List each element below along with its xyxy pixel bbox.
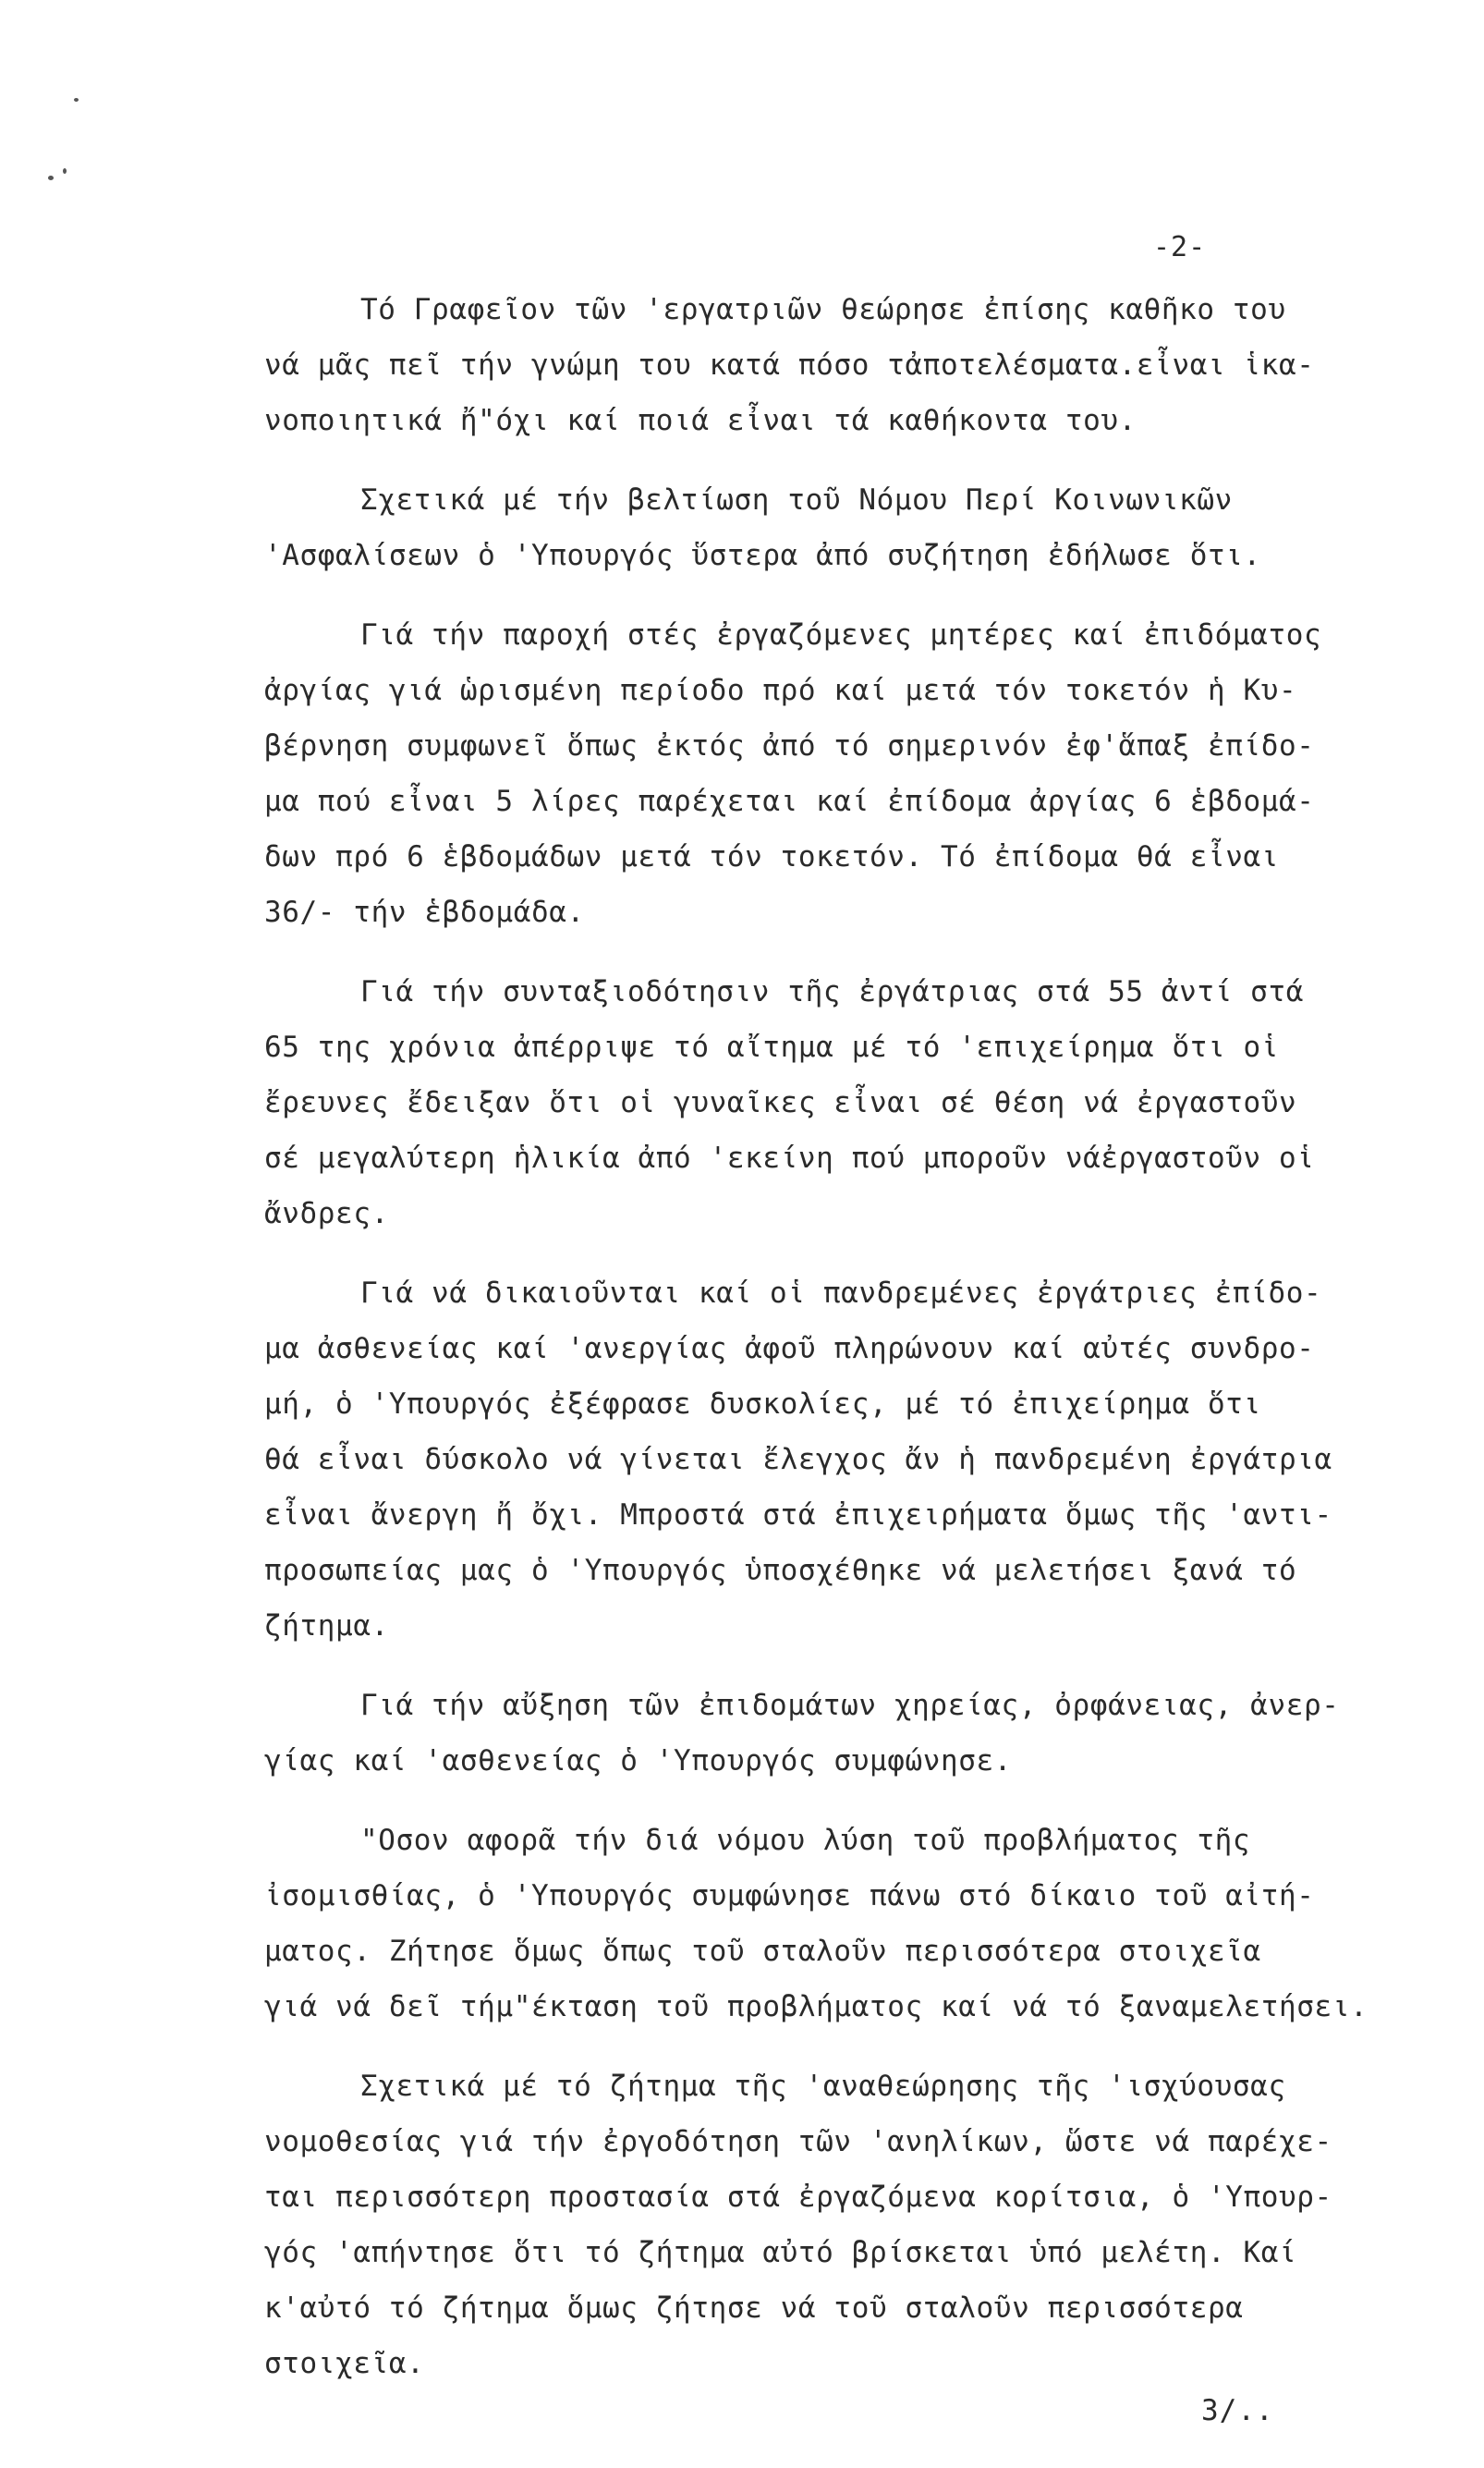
paragraph	[264, 282, 1429, 448]
text-line: 'Ασφαλίσεων ὁ 'Υπουργός ὕστερα ἀπό συζήτηση ἐδήλωσε ὅτι.	[264, 539, 1261, 572]
paragraph	[264, 472, 1429, 583]
text-line: Γιά τήν αὔξηση τῶν ἐπιδομάτων χηρείας, ὀρφάνειας, ἀνερ-	[360, 1689, 1340, 1722]
text-line: Τό Γραφεῖον τῶν 'εργατριῶν θεώρησε ἐπίσης καθῆκο του	[360, 293, 1286, 326]
text-line: μή, ὁ 'Υπουργός ἐξέφρασε δυσκολίες, μέ τό ἐπιχείρημα ὅτι	[264, 1387, 1261, 1421]
document-body	[264, 282, 1429, 2415]
text-line: ἔρευνες ἔδειξαν ὅτι οἱ γυναῖκες εἶναι σέ θέση νά ἐργαστοῦν	[264, 1086, 1297, 1119]
text-line: "Οσον αφορᾶ τήν διά νόμου λύση τοῦ προβλήματος τῆς	[360, 1824, 1251, 1857]
text-line: σέ μεγαλύτερη ἡλικία ἀπό 'εκείνη πού μποροῦν νάἐργαστοῦν οἱ	[264, 1142, 1315, 1175]
text-line: κ'αὐτό τό ζήτημα ὅμως ζήτησε νά τοῦ σταλοῦν περισσότερα	[264, 2291, 1244, 2325]
text-line: ματος. Ζήτησε ὅμως ὅπως τοῦ σταλοῦν περισσότερα στοιχεῖα	[264, 1935, 1261, 1968]
text-line: νά μᾶς πεῖ τήν γνώμη του κατά πόσο τἀποτελέσματα.εἶναι ἱκα-	[264, 348, 1315, 382]
text-line: θά εἶναι δύσκολο νά γίνεται ἔλεγχος ἄν ἡ πανδρεμένη ἐργάτρια	[264, 1443, 1332, 1476]
page-number: -2-	[1153, 231, 1207, 263]
scan-speck	[48, 176, 54, 180]
text-line: προσωπείας μας ὁ 'Υπουργός ὑποσχέθηκε νά μελετήσει ξανά τό	[264, 1554, 1297, 1587]
text-line: νομοθεσίας γιά τήν ἐργοδότηση τῶν 'ανηλίκων, ὥστε νά παρέχε-	[264, 2125, 1332, 2158]
text-line: μα πού εἶναι 5 λίρες παρέχεται καί ἐπίδομα ἀργίας 6 ἑβδομά-	[264, 785, 1315, 818]
paragraph	[264, 607, 1429, 940]
text-line: ται περισσότερη προστασία στά ἐργαζόμενα κορίτσια, ὁ 'Υπουρ-	[264, 2181, 1332, 2214]
paragraph	[264, 2059, 1429, 2391]
text-line: ζήτημα.	[264, 1609, 389, 1643]
scan-speck	[63, 168, 67, 174]
text-line: βέρνηση συμφωνεῖ ὅπως ἐκτός ἀπό τό σημερινόν ἐφ'ἅπαξ ἐπίδο-	[264, 729, 1315, 763]
text-line: ἄνδρες.	[264, 1197, 389, 1230]
text-line: γίας καί 'ασθενείας ὁ 'Υπουργός συμφώνησε.	[264, 1744, 1013, 1778]
text-line: Γιά νά δικαιοῦνται καί οἱ πανδρεμένες ἐργάτριες ἐπίδο-	[360, 1277, 1322, 1310]
text-line: ἰσομισθίας, ὁ 'Υπουργός συμφώνησε πάνω στό δίκαιο τοῦ αἰτή-	[264, 1879, 1315, 1912]
paragraph	[264, 964, 1429, 1241]
text-line: στοιχεῖα.	[264, 2347, 425, 2380]
text-line: Γιά τήν συνταξιοδότησιν τῆς ἐργάτριας στά 55 ἀντί στά	[360, 975, 1304, 1008]
text-line: 65 της χρόνια ἀπέρριψε τό αἴτημα μέ τό 'επιχείρημα ὅτι οἱ	[264, 1031, 1280, 1064]
scan-speck	[74, 98, 79, 102]
text-line: νοποιητικά ἤ"όχι καί ποιά εἶναι τά καθήκοντα του.	[264, 404, 1137, 437]
text-line: γός 'απήντησε ὅτι τό ζήτημα αὐτό βρίσκεται ὑπό μελέτη. Καί	[264, 2236, 1297, 2269]
text-line: Σχετικά μέ τήν βελτίωση τοῦ Νόμου Περί Κοινωνικῶν	[360, 483, 1233, 517]
text-line: δων πρό 6 ἑβδομάδων μετά τόν τοκετόν. Τό ἐπίδομα θά εἶναι	[264, 840, 1280, 874]
paragraph	[264, 1813, 1429, 2034]
text-line: Σχετικά μέ τό ζήτημα τῆς 'αναθεώρησης τῆς 'ισχύουσας	[360, 2070, 1286, 2103]
text-line: εἶναι ἄνεργη ἤ ὄχι. Μπροστά στά ἐπιχειρήματα ὅμως τῆς 'αντι-	[264, 1498, 1332, 1532]
continuation-marker: 3/..	[1201, 2394, 1274, 2427]
paragraph	[264, 1265, 1429, 1654]
text-line: Γιά τήν παροχή στές ἐργαζόμενες μητέρες καί ἐπιδόματος	[360, 618, 1322, 652]
text-line: μα ἀσθενείας καί 'ανεργίας ἀφοῦ πληρώνουν καί αὐτές συνδρο-	[264, 1332, 1315, 1365]
text-line: ἀργίας γιά ὡρισμένη περίοδο πρό καί μετά τόν τοκετόν ἡ Κυ-	[264, 674, 1297, 707]
paragraph	[264, 1678, 1429, 1789]
text-line: γιά νά δεῖ τήμ"έκταση τοῦ προβλήματος καί νά τό ξαναμελετήσει.	[264, 1990, 1368, 2023]
text-line: 36/- τήν ἑβδομάδα.	[264, 896, 585, 929]
